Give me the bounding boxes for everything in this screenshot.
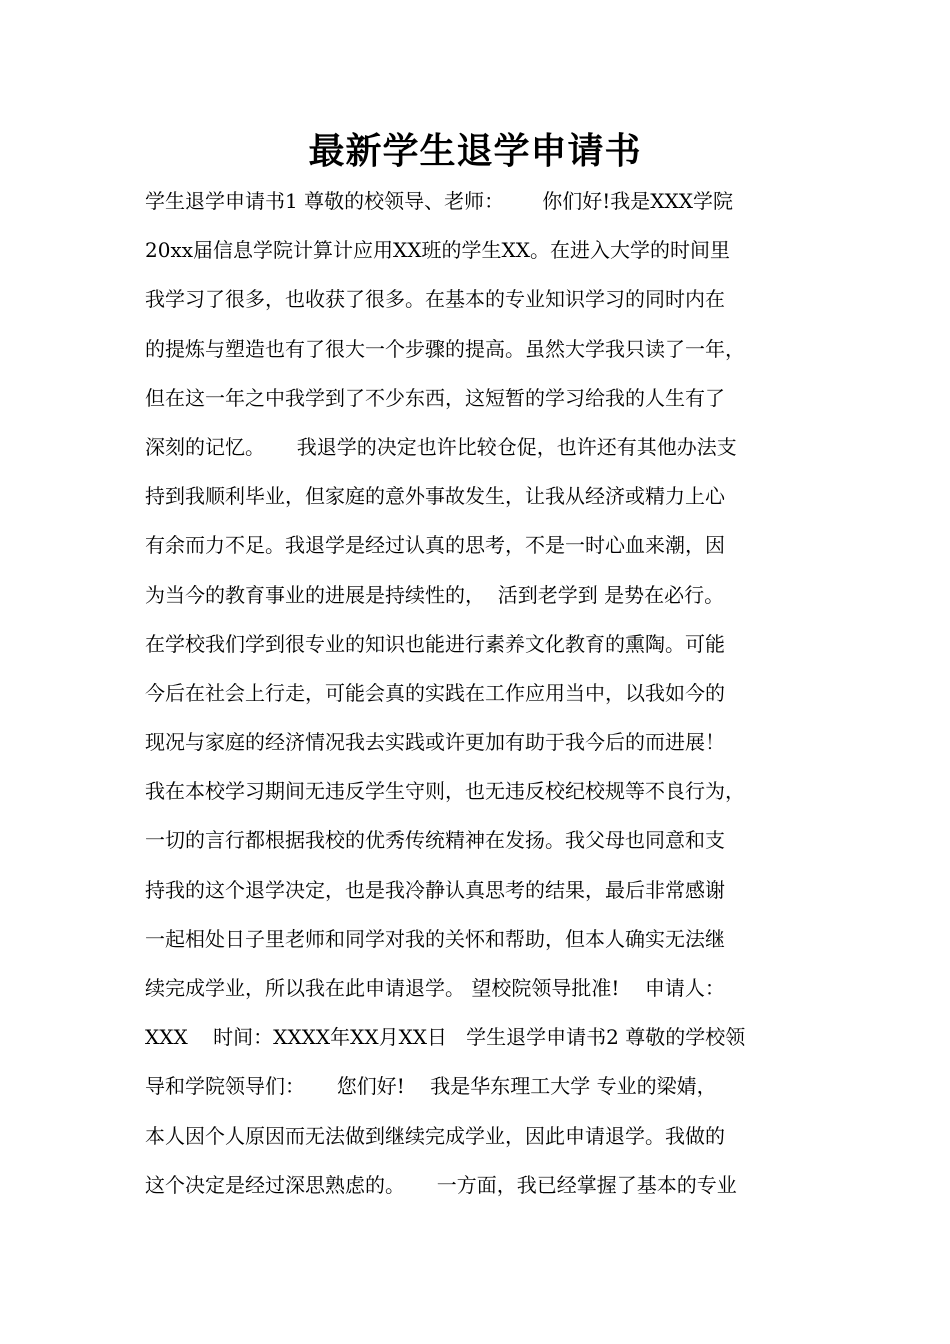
document-body (145, 181, 825, 1214)
body-line: XXX 时间：XXXX年XX月XX日 学生退学申请书2 尊敬的学校领 (145, 1025, 746, 1050)
body-line: 续完成学业，所以我在此申请退学。 望校院领导批准! 申请人： (145, 976, 725, 1000)
body-line: 学生退学申请书1 尊敬的校领导、老师： 你们好!我是XXX学院 (145, 189, 733, 213)
body-line: 深刻的记忆。 我退学的决定也许比较仓促，也许还有其他办法支 (145, 434, 737, 459)
body-line: 持到我顺利毕业，但家庭的意外事故发生，让我从经济或精力上心 (145, 484, 725, 509)
body-line: 的提炼与塑造也有了很大一个步骤的提高。虽然大学我只读了一年， (145, 336, 745, 361)
body-line: 20xx届信息学院计算计应用XX班的学生XX。在进入大学的时间里 (145, 238, 730, 263)
body-line: 我在本校学习期间无违反学生守则，也无违反校纪校规等不良行为， (145, 779, 745, 804)
body-line: 为当今的教育事业的进展是持续性的， 活到老学到 是势在必行。 (145, 582, 725, 607)
body-line: 一起相处日子里老师和同学对我的关怀和帮助，但本人确实无法继 (145, 926, 725, 951)
body-line: 有余而力不足。我退学是经过认真的思考，不是一时心血来潮，因 (145, 533, 725, 558)
document-title: 最新学生退学申请书 (308, 131, 642, 172)
body-line: 但在这一年之中我学到了不少东西，这短暂的学习给我的人生有了 (145, 385, 725, 410)
body-line: 这个决定是经过深思熟虑的。 一方面，我已经掌握了基本的专业 (145, 1172, 737, 1197)
body-line: 我学习了很多，也收获了很多。在基本的专业知识学习的同时内在 (145, 287, 725, 312)
body-line: 导和学院领导们： 您们好! 我是华东理工大学 专业的梁婧， (145, 1074, 717, 1099)
body-line: 今后在社会上行走，可能会真的实践在工作应用当中，以我如今的 (145, 680, 725, 705)
body-line: 本人因个人原因而无法做到继续完成学业，因此申请退学。我做的 (145, 1123, 725, 1148)
body-line: 持我的这个退学决定，也是我冷静认真思考的结果，最后非常感谢 (145, 877, 725, 902)
body-line: 一切的言行都根据我校的优秀传统精神在发扬。我父母也同意和支 (145, 828, 725, 853)
body-line: 现况与家庭的经济情况我去实践或许更加有助于我今后的而进展！ (145, 730, 725, 755)
body-line: 在学校我们学到很专业的知识也能进行素养文化教育的熏陶。可能 (145, 631, 725, 656)
